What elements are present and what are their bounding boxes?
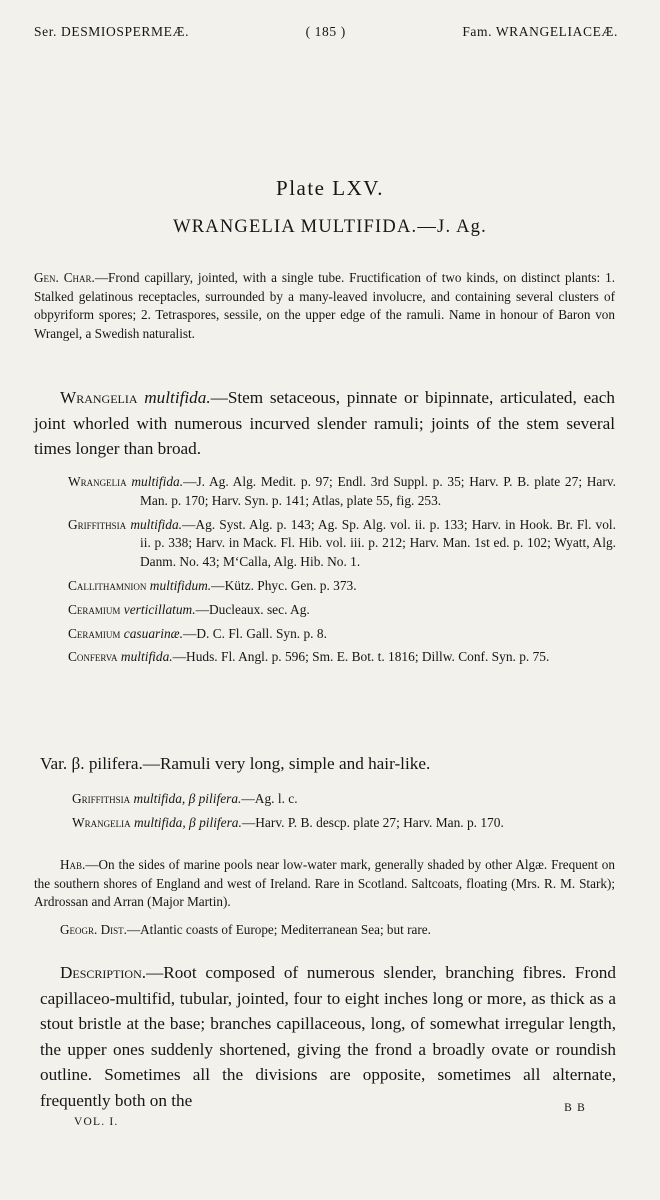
variety-synonym-list [72, 790, 616, 833]
species-desc-genus: Wrangelia [60, 388, 138, 407]
synonym-text: —Harv. P. B. descp. plate 27; Harv. Man. p. 170. [241, 814, 504, 830]
description-paragraph [40, 960, 616, 1114]
gen-char-paragraph [34, 269, 615, 343]
habitat-paragraph [34, 856, 615, 912]
variety-text: —Ramuli very long, simple and hair-like. [142, 754, 431, 773]
synonym-genus: Ceramium [68, 625, 121, 641]
variety-synonym-entry [72, 814, 616, 833]
distribution-label: Geogr. Dist. [60, 922, 127, 937]
synonym-text: —Ag. l. c. [241, 791, 298, 806]
synonym-entry [68, 648, 616, 667]
synonym-entry [68, 516, 616, 572]
synonym-epithet: verticillatum. [123, 601, 196, 617]
description-text: —Root composed of numerous slender, branching fibres. Frond capillaceo-multifid, tubular, jointed, four to eight inches long or more, as thick as a stout bristle at the base; branches capillaceous, long, of somewhat irregular length, the upper ones suddenly shortened, giving the frond a broadly ovate or roundish outline. Sometimes all the divisions are opposite, sometimes all alternate, frequently both on the [40, 963, 616, 1110]
page-footer [74, 1102, 586, 1128]
synonym-genus: Ceramium [68, 601, 121, 617]
variety-synonym-entry [72, 790, 616, 809]
species-desc-text: —Stem setaceous, pinnate or bipinnate, articulated, each joint whorled with numerous incurved slender ramuli; joints of the stem several times longer than broad. [34, 388, 616, 459]
header-family: Fam. WRANGELIACEÆ. [462, 24, 618, 39]
synonym-epithet: multifida, β pilifera. [134, 814, 242, 830]
synonym-epithet: multifidum. [149, 577, 212, 593]
synonym-entry [68, 473, 616, 511]
distribution-text: —Atlantic coasts of Europe; Mediterranean Sea; but rare. [126, 922, 431, 937]
plate-title: Plate LXV. [276, 176, 384, 200]
synonym-text: —D. C. Fl. Gall. Syn. p. 8. [182, 625, 327, 641]
variety-label: Var. β. pilifera. [40, 754, 143, 773]
signature-mark: B B [564, 1102, 586, 1114]
habitat-label: Hab. [60, 857, 86, 872]
description-label: Description. [60, 963, 147, 982]
synonym-genus: Wrangelia [72, 814, 131, 830]
species-title: WRANGELIA MULTIFIDA.—J. Ag. [173, 217, 487, 237]
running-header [34, 24, 618, 40]
synonym-text: —J. Ag. Alg. Medit. p. 97; Endl. 3rd Suppl. p. 35; Harv. P. B. plate 27; Harv. Man. p. 170; Harv. Syn. p. 141; Atlas, plate 55, fig. 253. [140, 474, 616, 508]
synonym-text: —Kütz. Phyc. Gen. p. 373. [211, 577, 357, 593]
synonym-epithet: multifida. [131, 474, 184, 489]
gen-char-label: Gen. Char. [34, 270, 95, 285]
synonym-entry [68, 601, 616, 620]
synonym-genus: Wrangelia [68, 474, 127, 489]
synonym-text: —Ducleaux. sec. Ag. [195, 601, 310, 617]
distribution-paragraph [34, 921, 615, 940]
synonym-epithet: multifida. [130, 516, 183, 532]
synonym-genus: Griffithsia [72, 791, 131, 806]
synonym-text: —Huds. Fl. Angl. p. 596; Sm. E. Bot. t. 1816; Dillw. Conf. Syn. p. 75. [172, 649, 550, 665]
synonym-genus: Callithamnion [68, 577, 147, 593]
species-desc-epithet: multifida. [144, 388, 211, 407]
synonym-epithet: multifida. [120, 649, 173, 665]
synonym-list [68, 473, 616, 667]
synonym-genus: Griffithsia [68, 516, 127, 532]
synonym-epithet: casuarinæ. [123, 625, 183, 641]
variety-line [40, 752, 616, 776]
synonym-genus: Conferva [68, 649, 118, 665]
synonym-entry [68, 625, 616, 644]
habitat-text: —On the sides of marine pools near low-water mark, generally shaded by other Algæ. Frequent on the southern shores of England and west of Ireland. Rare in Scotland. Saltcoats, floating (Mrs. R. M. Stark); Ardrossan and Arran (Major Martin). [34, 857, 615, 910]
gen-char-text: —Frond capillary, jointed, with a single tube. Fructification of two kinds, on distinct plants: 1. Stalked gelatinous receptacles, surrounded by a many-leaved involucre, and containing several clusters of obpyriform spores; 2. Tetraspores, sessile, on the upper edge of the ramuli. Name in honour of Baron von Wrangel, a Swedish naturalist. [34, 270, 615, 341]
volume-label: VOL. I. [74, 1116, 119, 1128]
header-series: Ser. DESMIOSPERMEÆ. [34, 24, 190, 39]
synonym-text: —Ag. Syst. Alg. p. 143; Ag. Sp. Alg. vol. ii. p. 133; Harv. in Hook. Br. Fl. vol. ii. p. 338; Harv. in Mack. Fl. Hib. vol. iii. p. 212; Harv. Man. 1st ed. p. 102; Wyatt, Alg. Danm. No. 43; M‘Calla, Alg. Hib. No. 1. [140, 516, 616, 570]
synonym-entry [68, 577, 616, 596]
species-description [34, 385, 615, 462]
synonym-epithet: multifida, β pilifera. [133, 791, 242, 806]
page-number: ( 185 ) [305, 24, 346, 39]
